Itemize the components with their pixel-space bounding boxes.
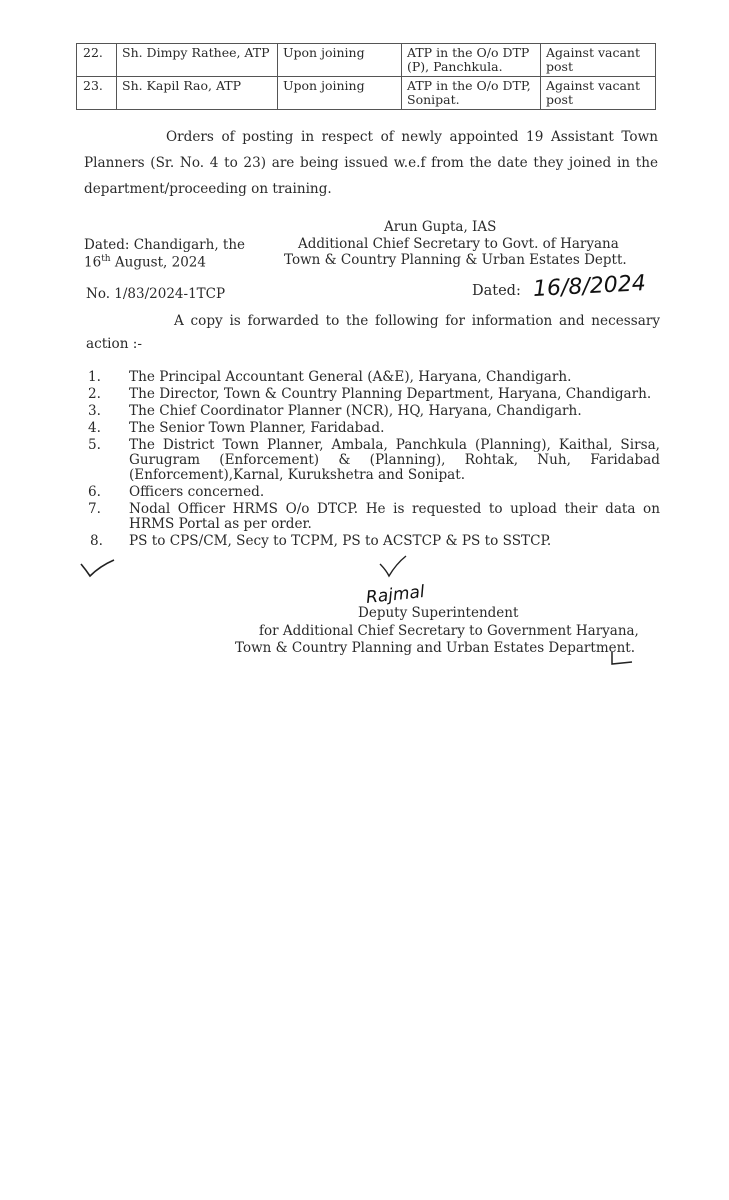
- item-number: 5.: [88, 437, 101, 453]
- list-item: [88, 421, 660, 436]
- list-item: [88, 502, 660, 532]
- dated-suffix: th: [101, 254, 111, 264]
- list-item: [88, 534, 660, 549]
- list-item: [88, 387, 660, 402]
- item-text: Nodal Officer HRMS O/o DTCP. He is requested to upload their data on HRMS Portal as per order.: [129, 501, 660, 532]
- item-number: 1.: [88, 369, 101, 385]
- item-text: The Senior Town Planner, Faridabad.: [129, 420, 385, 436]
- name-cell: Sh. Dimpy Rathee, ATP: [117, 44, 278, 77]
- copy-intro: A copy is forwarded to the following for information and necessary action :-: [86, 313, 660, 352]
- signatory-department: Town & Country Planning & Urban Estates Deptt.: [284, 252, 627, 268]
- item-text: Officers concerned.: [129, 484, 265, 500]
- item-number: 3.: [88, 403, 101, 419]
- item-text: The Chief Coordinator Planner (NCR), HQ, Haryana, Chandigarh.: [129, 403, 582, 419]
- item-text: The District Town Planner, Ambala, Panchkula (Planning), Kaithal, Sirsa, Gurugram (Enforcement) & (Planning), Rohtak, Nuh, Faridabad (Enforcement),Karnal, Kurukshetra and Sonipat.: [129, 437, 660, 483]
- distribution-list: [88, 370, 660, 551]
- memo-dated-label: Dated:: [472, 283, 521, 299]
- dated-place: Dated: Chandigarh, the: [84, 237, 246, 253]
- remarks-cell: Against vacant post: [541, 77, 656, 110]
- forwarding-line-1: for Additional Chief Secretary to Government Haryana,: [259, 623, 639, 639]
- item-number: 7.: [88, 501, 101, 517]
- item-text: The Principal Accountant General (A&E), Haryana, Chandigarh.: [129, 369, 572, 385]
- remarks-cell: Against vacant post: [541, 44, 656, 77]
- joining-cell: Upon joining: [278, 44, 402, 77]
- handwritten-date: 16/8/2024: [532, 271, 647, 302]
- dated-date: [84, 254, 206, 271]
- item-number: 4.: [88, 420, 101, 436]
- list-item: [88, 370, 660, 385]
- item-text: The Director, Town & Country Planning Department, Haryana, Chandigarh.: [129, 386, 652, 402]
- memo-number: No. 1/83/2024-1TCP: [86, 286, 226, 302]
- signatory-designation: Additional Chief Secretary to Govt. of Haryana: [298, 236, 619, 252]
- tick-mark-icon: [376, 554, 416, 580]
- item-number: 6.: [88, 484, 101, 500]
- order-paragraph: Orders of posting in respect of newly appointed 19 Assistant Town Planners (Sr. No. 4 to 23) are being issued w.e.f from the date they joined in the department/proceeding on training.: [84, 129, 658, 197]
- name-cell: Sh. Kapil Rao, ATP: [117, 77, 278, 110]
- item-number: 2.: [88, 386, 101, 402]
- list-item: [88, 404, 660, 419]
- posting-table: [76, 43, 656, 110]
- serial-cell: 23.: [77, 77, 117, 110]
- item-number: 8.: [90, 533, 103, 549]
- serial-cell: 22.: [77, 44, 117, 77]
- joining-cell: Upon joining: [278, 77, 402, 110]
- table-row: [77, 44, 656, 77]
- list-item: [88, 485, 660, 500]
- initials-mark-icon: [606, 650, 638, 668]
- list-item: [88, 438, 660, 483]
- forwarding-line-2: Town & Country Planning and Urban Estates Department.: [235, 640, 636, 656]
- tick-mark-icon: [78, 556, 118, 580]
- place-cell: ATP in the O/o DTP (P), Panchkula.: [402, 44, 541, 77]
- dated-rest: August, 2024: [110, 254, 206, 271]
- dated-day: 16: [84, 254, 102, 271]
- table-row: [77, 77, 656, 110]
- forwarding-designation: Deputy Superintendent: [358, 605, 519, 621]
- item-text: PS to CPS/CM, Secy to TCPM, PS to ACSTCP & PS to SSTCP.: [129, 533, 552, 549]
- signatory-name: Arun Gupta, IAS: [384, 219, 497, 235]
- place-cell: ATP in the O/o DTP, Sonipat.: [402, 77, 541, 110]
- handwritten-signature: Rajmal: [365, 581, 426, 609]
